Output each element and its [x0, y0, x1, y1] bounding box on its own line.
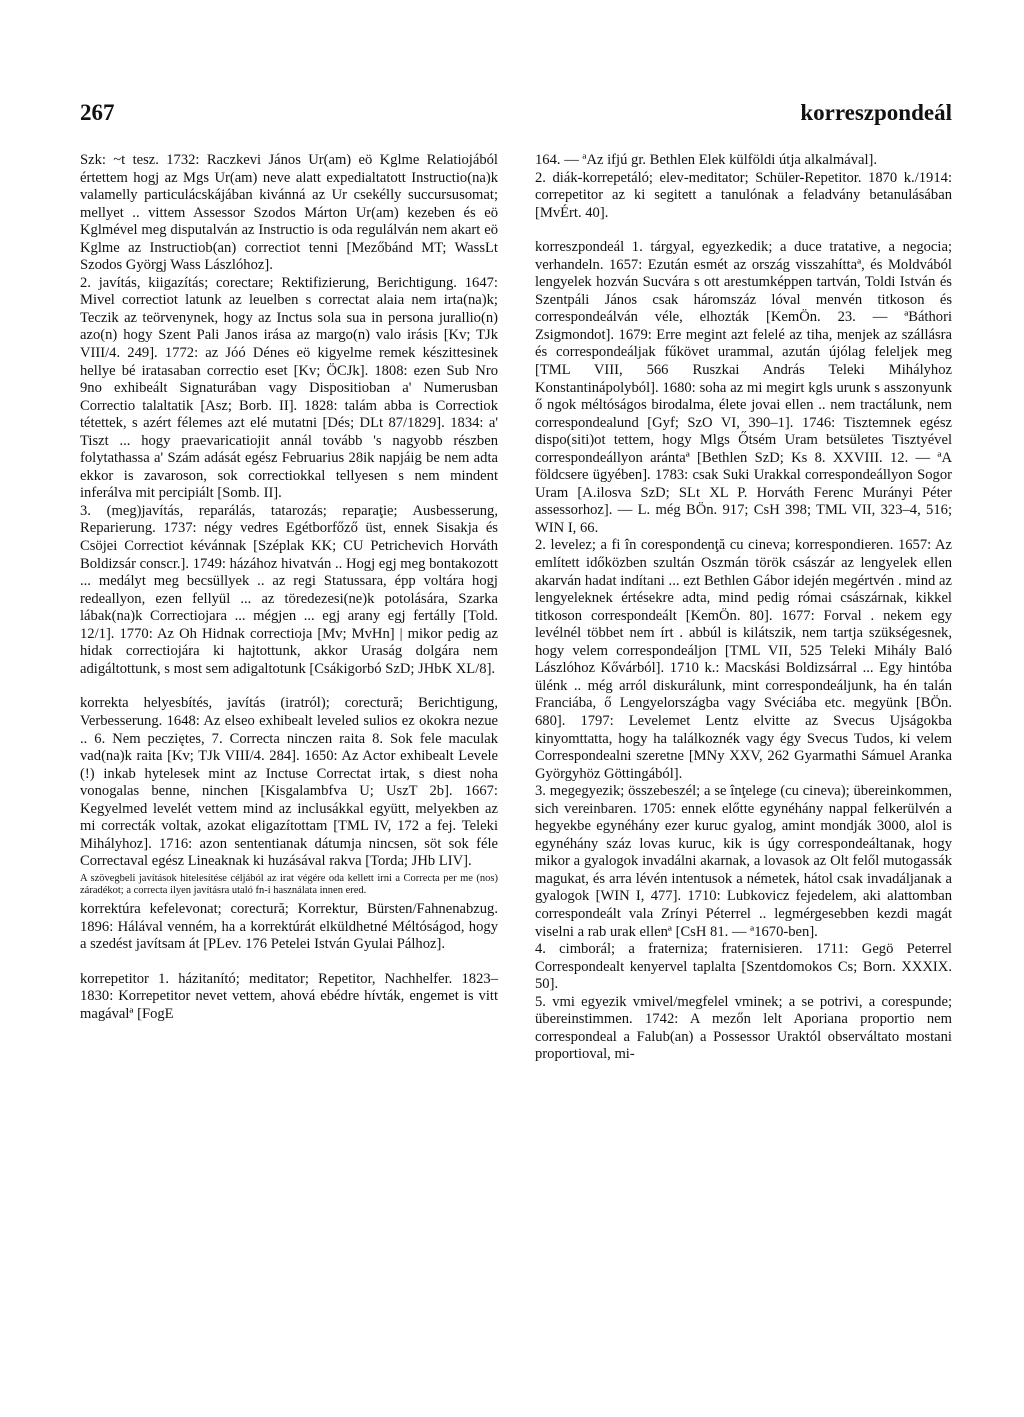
entry-paragraph: 3. (meg)javítás, reparálás, tatarozás; reparaţie; Ausbesserung, Reparierung. 1737: négy vedres Egétborfőző üst, ennek Sisakja és Csöjei Correctiot kévánnak [Széplak KK; CU Petrichevich Horváth Boldizsár conscr.]. 1749: házához hivatván .. Hogj egj meg bontakozott ... medályt meg becsüllyek .. az regi Statussara, épp voltára hogj redeallyon, ezen fellyül ... az töredezesi(ne)k potolására, Szarka lábak(na)k Correctiojara ... mégjen ... egj arany egj fertálly [Told. 12/1]. 1770: Az Oh Hidnak correctioja [Mv; MvHn] | mikor pedig az hidak correctiojára ki hajtottunk, akkor Uraság dolgára nem adigáltottunk, s most sem adigaltotunk [Csákigorbó SzD; JHbK XL/8].	[80, 502, 498, 677]
left-column	[80, 152, 498, 1024]
page-number: 267	[80, 100, 115, 125]
entry-paragraph: 164. — ªAz ifjú gr. Bethlen Elek külföldi útja alkalmával].	[535, 152, 878, 168]
entry-korrekta: korrekta helyesbítés, javítás (iratról); corectură; Berichtigung, Verbesserung. 1648: Az elseo exhibealt leveled sulios ez okokra nezue .. 6. Nem pecziętes, 7. Correcta ninczen raita 8. Sok fele maculak vad(na)k raita [Kv; TJk VIII/4. 284]. 1650: Az Actor exhibealt Levele (!) inkab hytelesek mint az Inctuse Correctat irtak, s diest noha vonogalas benne, ninchen [Kisgalambfva U; UszT 2b]. 1667: Kegyelmed levelét vettem mind az inclusákkal együtt, melyekben az mi correcták voltak, azokat eligazítottam [TML IV, 172 a fej. Teleki Mihályhoz]. 1716: azon sententianak dátumja nincsen, söt sok féle Correctaval egész Lineaknak ki huzásával rakva [Torda; JHb LIV].	[80, 695, 498, 870]
page-header	[80, 100, 952, 130]
entry-paragraph: 2. levelez; a fi în corespondenţă cu cineva; korrespondieren. 1657: Az említett időközben szultán Oszmán török császár az lengyelek ellen akarván hadat indítani ... ezt Bethlen Gábor idején megértvén . mind az lengyeleknek értésekre adta, mind pedig római császárnak, kikkel titkoson correspondeált [KemÖn. 80]. 1677: Forval . nekem egy levélnél többet nem írt . abbúl is kilátszik, nem tartja szükségesnek, hogy velem correspondeáljon [TML VII, 525 Teleki Mihály Baló Lászlóhoz Kővárból]. 1710 k.: Macskási Boldizsárral ... Egy hintóba ülénk .. még arról diskurálunk, mint correspondeáljunk, ha én talán Franciába, ő Lengyelországba vagy Svéciába etc. megyünk [BÖn. 680]. 1797: Levelemet Lentz elvitte az Svecus Ujságokba kinyomttatta, hogy ha találkoznék vagy égy Svecus Tudos, ki velem Correspondealni szeretne [MNy XXV, 262 Gyarmathi Sámuel Aranka Györgyhöz Göttingából].	[535, 537, 952, 782]
entry-korrektura: korrektúra kefelevonat; corectură; Korrektur, Bürsten/Fahnenabzug. 1896: Hálával venném, ha a korrektúrát elküldhetné Méltóságod, hogy a szedést javítsam át [PLev. 176 Petelei István Gyulai Pálhoz].	[80, 901, 498, 953]
entry-korreszpondeal: korreszpondeál 1. tárgyal, egyezkedik; a duce tratative, a negocia; verhandeln. 1657: Ezután esmét az ország visszahíttaª, és Moldvából lengyelek hozván Sucvára s ott arestumképpen tartván, Toldi István és Szentpáli János csak háromszáz lóval menvén titkoson és correspondeálván véle, elhozták [KemÖn. 23. — ªBáthori Zsigmondot]. 1679: Erre megint azt felelé az tiha, menjek az szállásra és correspondeáljak fűkövet urammal, azután újólag feleljek meg [TML VIII, 566 Ruszkai András Teleki Mihályhoz Konstantinápolyból]. 1680: soha az mi megirt kgls urunk s asszonyunk ő ngok méltóságos birodalma, élete jovai ellen .. nem tractálunk, nem correspondealund [Gyf; SzO VI, 390–1]. 1746: Tisztemnek egész dispo(siti)ot tettem, hogy Mlgs Őtsém Uram betsületes Tisztyével correspondeállyon arántaª [Bethlen SzD; Ks 8. XXVIII. 12. — ªA földcsere ügyében]. 1783: csak Suki Urakkal correspondeállyon Sogor Uram [A.ilosva SzD; SLt XL P. Horváth Ferenc Murányi Péter assessorhoz]. — L. még BÖn. 917; CsH 398; TML VII, 323–4, 516; WIN I, 66.	[535, 239, 952, 536]
entry-paragraph: 2. javítás, kiigazítás; corectare; Rektifizierung, Berichtigung. 1647: Mivel correctiot latunk az leuelben s correctat alaia nem irta(na)k; Teczik az teörvenynek, hogy az Inctus sola sua in persona jurallio(n) azo(n) hogy Szent Pali Janos irása az margo(n) valo irásis [Kv; TJk VIII/4. 249]. 1772: az Jóó Dénes eö kigyelme remek készittesinek hellye bé iratasaban correctio eset [Kv; ÖCJk]. 1808: ezen Sub Nro 9no exhibeált Signaturában vagy Dispositioban a' Numerusban Correctio talaltatik [Asz; Borb. II]. 1828: talám abba is Correctiok tétettek, s azért félemes azt elé mutatni [Dés; DLt 87/1829]. 1834: a' Tiszt ... hogy praevaricatiojit annál tovább 's nagyobb részben folytathassa a' Szám adását egész Februarius 28ik napjáig be nem adta ekkor is zavaroson, sok correctiokkal tellyesen s nem mindent inferálva mit percipiált [Somb. II].	[80, 274, 498, 502]
entry-korrepetitor: korrepetitor 1. házitanító; meditator; Repetitor, Nachhelfer. 1823–1830: Korrepetitor nevet vettem, ahová ebédre hívták, engemet is vitt magávalª [FogE	[80, 970, 498, 1023]
running-head: korreszpondeál	[800, 100, 952, 125]
entry-paragraph: Szk: ~t tesz. 1732: Raczkevi János Ur(am) eö Kglme Relatiojából értettem hogj az Mgs Ur(am) neve alatt expedialtatott Instructio(na)k valamelly particulácskájában kivánná az Ur csekélly succursusomat; mellyet .. vittem Assessor Szodos Márton Ur(am) kezeben és eö Kglmével meg disputalván az Instructio is oda regulálván nem akart eö Kglme az Instructiob(an) correctiot tenni [Mezőbánd MT; WassLt Szodos Györgj Wass Lászlóhoz].	[80, 152, 498, 274]
entry-paragraph: 2. diák-korrepetáló; elev-meditator; Schüler-Repetitor. 1870 k./1914: correpetitor az ki segitett a tanulónak a feladvány betanulásában [MvÉrt. 40].	[535, 169, 952, 221]
footnote: A szövegbeli javítások hitelesítése céljából az irat végére oda kellett irni a Correcta per me (nos) záradékot; a correcta ilyen javításra utaló fn-i használata innen ered.	[80, 872, 498, 897]
entry-paragraph: 5. vmi egyezik vmivel/megfelel vminek; a se potrivi, a corespunde; übereinstimmen. 1742: A mezőn lelt Aporiana proportio nem correspondeal a Falub(an) a Possessor Uraktól observáltato mostani proportioval, mi-	[535, 993, 952, 1063]
entry-paragraph: 4. cimborál; a fraterniza; fraternisieren. 1711: Gegö Peterrel Correspondealt kenyervel taplalta [Szentdomokos Cs; Born. XXXIX. 50].	[535, 941, 952, 993]
right-column	[535, 152, 952, 1064]
entry-paragraph: 3. megegyezik; összebeszél; a se înţelege (cu cineva); übereinkommen, sich vereinbaren. 1705: ennek előtte egynéhány nappal felkerülvén a hegyekbe egynéhány ezer kuruc gyalog, amint mondják 3000, alol is egynéhány száz lovas kuruc, kik is úgy correspondeáltanak, hogy mikor a gyalogok invadálni akarnak, a lovasok az Olt felől mutogassák magukat, és arra lévén intentusok a németek, hátol csak invadáljanak a gyalogok [WIN I, 477]. 1710: Lubkovicz fejedelem, aki alattomban correspondeált vala Zrínyi Péterrel .. legmérgesebben kezdi magát viselni a rab urak ellenª [CsH 81. — ª1670-ben].	[535, 783, 952, 940]
